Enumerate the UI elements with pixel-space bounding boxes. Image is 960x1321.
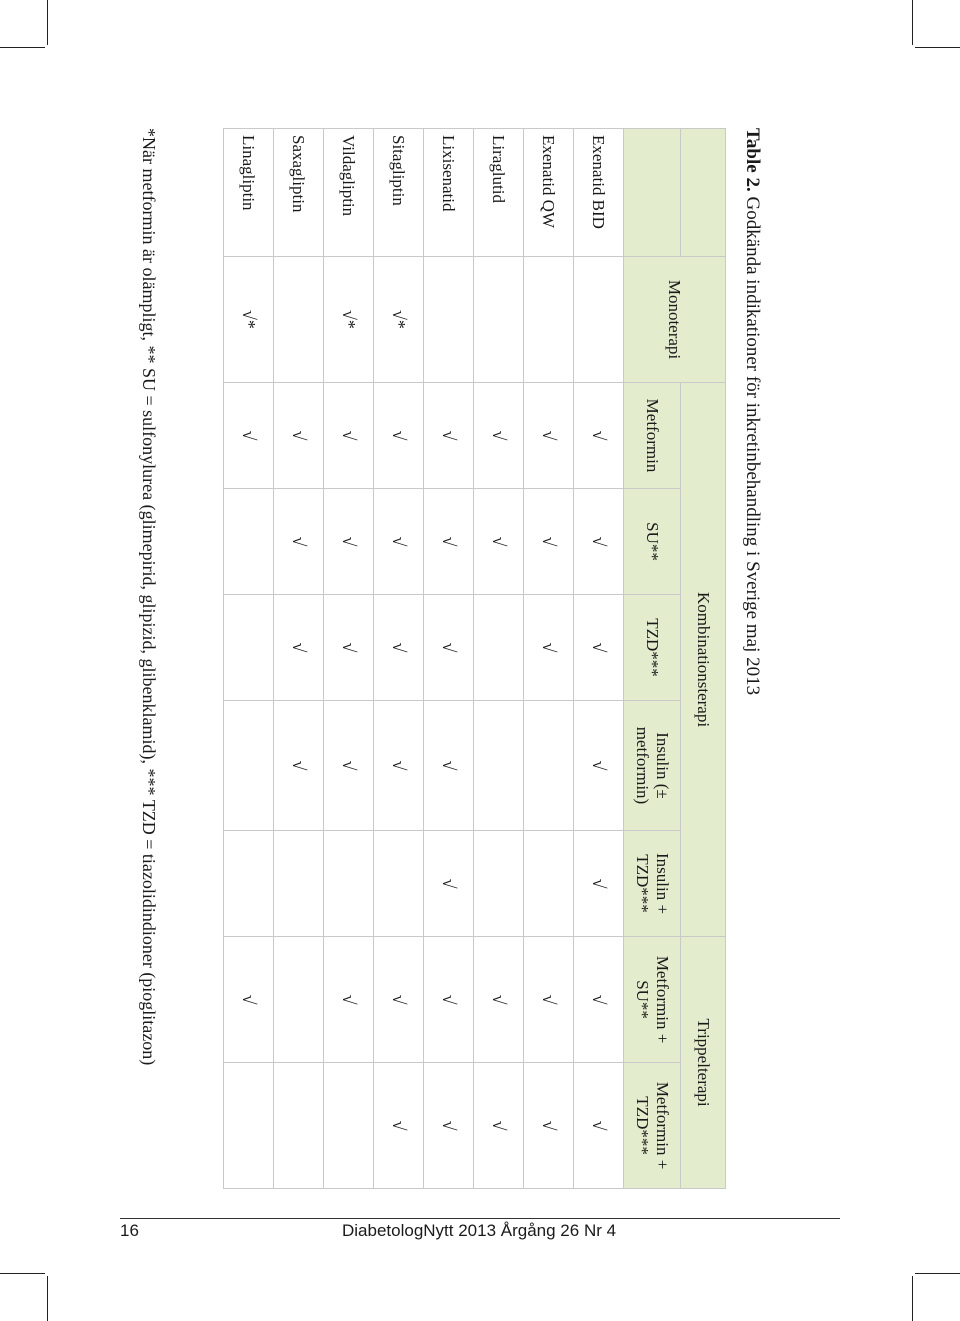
caption-text: Godkända indikationer för inkretinbehandling i Sverige maj 2013 <box>742 196 763 696</box>
journal-info: DiabetologNytt 2013 Årgång 26 Nr 4 <box>342 1221 617 1240</box>
indication-cell <box>524 257 574 383</box>
indication-cell: √ <box>424 937 474 1063</box>
drug-name-cell: Exenatid BID <box>574 129 624 257</box>
group-header-mono: Monoterapi <box>624 257 726 383</box>
drug-name-cell: Sitagliptin <box>374 129 424 257</box>
indication-cell: √ <box>374 595 424 701</box>
indication-cell: √ <box>574 383 624 489</box>
indication-cell: √ <box>374 937 424 1063</box>
indication-cell <box>474 595 524 701</box>
column-header: SU** <box>624 489 681 595</box>
indication-cell: √ <box>524 383 574 489</box>
indication-cell: √ <box>574 937 624 1063</box>
indication-cell <box>274 937 324 1063</box>
indication-cell: √ <box>574 595 624 701</box>
indication-cell <box>224 831 274 937</box>
indication-cell <box>224 489 274 595</box>
indication-cell <box>224 701 274 831</box>
crop-mark <box>47 0 48 45</box>
corner-cell <box>681 129 726 257</box>
indication-cell <box>274 257 324 383</box>
table-row <box>424 129 474 1189</box>
drug-name-cell: Lixisenatid <box>424 129 474 257</box>
drug-name-cell: Liraglutid <box>474 129 524 257</box>
indication-cell: √ <box>424 383 474 489</box>
indication-cell: √ <box>524 1063 574 1189</box>
crop-mark <box>915 1273 960 1274</box>
drug-name-cell: Exenatid QW <box>524 129 574 257</box>
indication-cell: √ <box>324 701 374 831</box>
indication-cell: √ <box>224 383 274 489</box>
indication-cell: √ <box>324 489 374 595</box>
column-header: Metformin + SU** <box>624 937 681 1063</box>
table-row <box>374 129 424 1189</box>
indication-cell: √* <box>324 257 374 383</box>
indication-cell: √ <box>574 831 624 937</box>
indication-cell: √ <box>574 701 624 831</box>
drug-name-cell: Vildagliptin <box>324 129 374 257</box>
indication-cell <box>474 257 524 383</box>
indication-cell: √ <box>324 937 374 1063</box>
crop-mark <box>912 0 913 45</box>
indication-cell: √ <box>474 1063 524 1189</box>
indication-cell <box>474 831 524 937</box>
indication-cell: √ <box>474 383 524 489</box>
indication-cell: √ <box>374 1063 424 1189</box>
crop-mark <box>47 1276 48 1321</box>
indication-cell: √ <box>374 701 424 831</box>
drug-name-cell: Saxagliptin <box>274 129 324 257</box>
caption-label: Table 2. <box>742 128 763 192</box>
crop-mark <box>0 47 45 48</box>
column-header: Metformin <box>624 383 681 489</box>
column-header: Insulin + TZD*** <box>624 831 681 937</box>
indication-cell: √ <box>224 937 274 1063</box>
indication-cell: √* <box>374 257 424 383</box>
table-row <box>324 129 374 1189</box>
indication-cell: √ <box>274 701 324 831</box>
column-header: Insulin (± metformin) <box>624 701 681 831</box>
indication-cell: √ <box>374 489 424 595</box>
table-caption <box>730 128 774 1188</box>
column-header: TZD*** <box>624 595 681 701</box>
group-header-trippel: Trippelterapi <box>681 937 726 1189</box>
indication-cell: √ <box>274 595 324 701</box>
corner-cell <box>624 129 681 257</box>
indication-cell: √ <box>574 489 624 595</box>
indication-cell: √ <box>474 937 524 1063</box>
indication-cell <box>274 1063 324 1189</box>
indication-cell <box>474 701 524 831</box>
indication-cell <box>224 1063 274 1189</box>
indication-table <box>223 128 726 1189</box>
indication-cell <box>574 257 624 383</box>
indication-cell <box>424 257 474 383</box>
page-footer <box>120 1218 840 1243</box>
indication-cell <box>524 701 574 831</box>
indication-cell: √ <box>324 383 374 489</box>
indication-cell <box>374 831 424 937</box>
table-row <box>524 129 574 1189</box>
crop-mark <box>915 47 960 48</box>
indication-cell: √ <box>524 595 574 701</box>
indication-cell: √ <box>474 489 524 595</box>
indication-cell: √ <box>424 831 474 937</box>
indication-cell <box>324 831 374 937</box>
table-footnote: *När metformin är olämpligt, ** SU = sulfonylurea (glimepirid, glipizid, glibenklamid), *** TZD = tiazolidindioner (pioglitazon) <box>139 128 159 1066</box>
indication-cell: √ <box>424 595 474 701</box>
indication-cell: √ <box>274 383 324 489</box>
rotated-table-figure <box>134 128 774 1188</box>
crop-mark <box>0 1273 45 1274</box>
column-header: Metformin + TZD*** <box>624 1063 681 1189</box>
indication-cell: √ <box>424 1063 474 1189</box>
drug-name-cell: Linagliptin <box>224 129 274 257</box>
table-row <box>274 129 324 1189</box>
table-row <box>574 129 624 1189</box>
indication-cell: √ <box>274 489 324 595</box>
indication-cell: √ <box>424 489 474 595</box>
group-header-kombination: Kombinationsterapi <box>681 383 726 937</box>
page-number: 16 <box>120 1221 139 1240</box>
indication-cell: √* <box>224 257 274 383</box>
indication-cell: √ <box>424 701 474 831</box>
table-row <box>224 129 274 1189</box>
crop-mark <box>912 1276 913 1321</box>
indication-cell: √ <box>374 383 424 489</box>
indication-cell <box>224 595 274 701</box>
indication-cell: √ <box>574 1063 624 1189</box>
indication-cell <box>274 831 324 937</box>
table-row <box>474 129 524 1189</box>
indication-cell: √ <box>524 489 574 595</box>
indication-cell <box>324 1063 374 1189</box>
indication-cell <box>524 831 574 937</box>
indication-cell: √ <box>324 595 374 701</box>
indication-cell: √ <box>524 937 574 1063</box>
